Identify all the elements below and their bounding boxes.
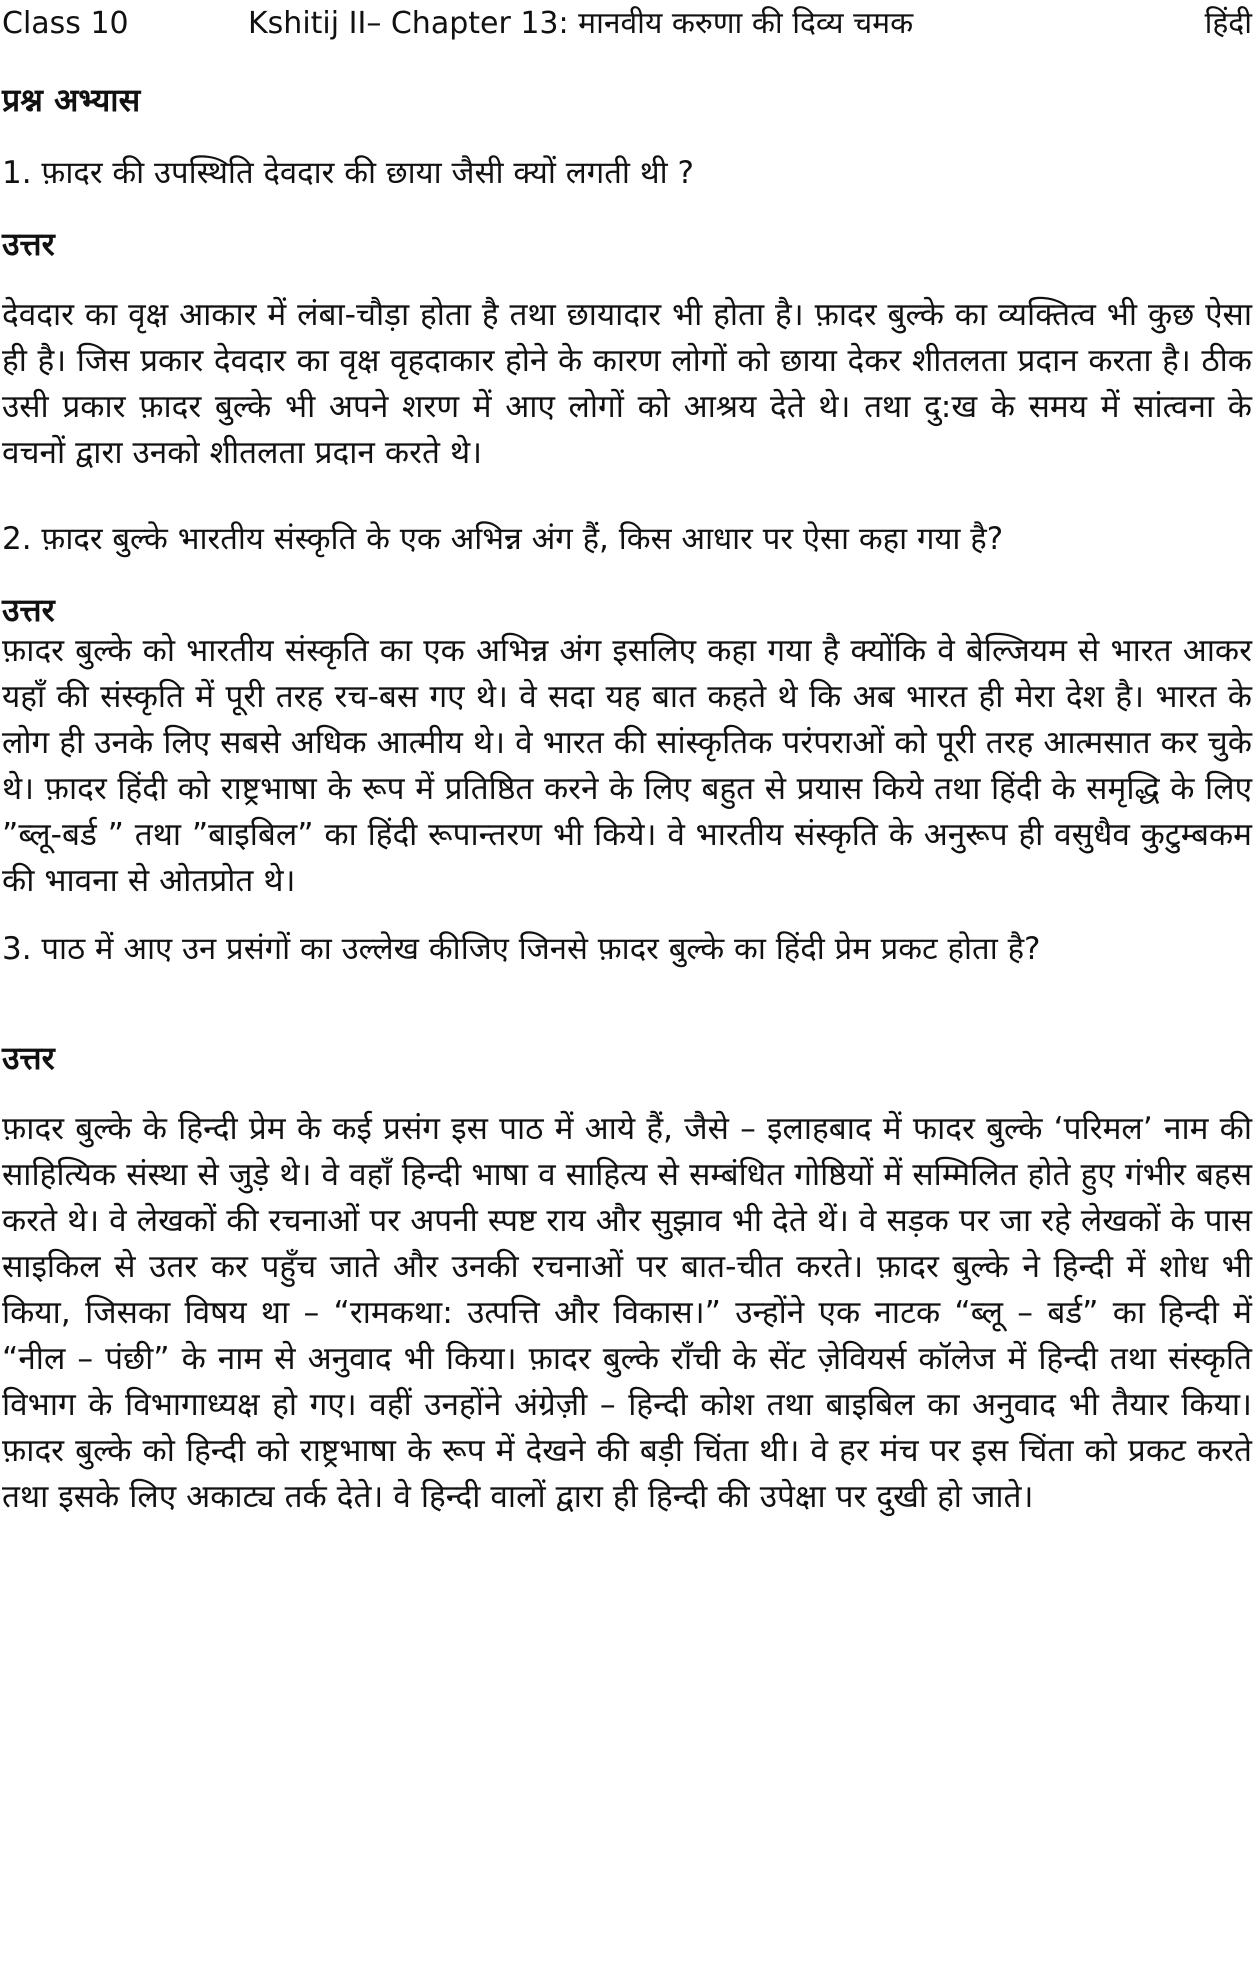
- chapter-title: Kshitij II– Chapter 13: मानवीय करुणा की दिव्य चमक: [248, 6, 914, 41]
- question-1: 1. फ़ादर की उपस्थिति देवदार की छाया जैसी क्यों लगती थी ?: [2, 155, 694, 191]
- page-header: [2, 4, 1252, 44]
- answer-1: देवदार का वृक्ष आकार में लंबा-चौड़ा होता है तथा छायादार भी होता है। फ़ादर बुल्के का व्यक्तित्व भी कुछ ऐसा ही है। जिस प्रकार देवदार का वृक्ष वृहदाकार होने के कारण लोगों को छाया देकर शीतलता प्रदान करता है। ठीक उसी प्रकार फ़ादर बुल्के भी अपने शरण में आए लोगों को आश्रय देते थे। तथा दु:ख के समय में सांत्वना के वचनों द्वारा उनको शीतलता प्रदान करते थे।: [2, 297, 1252, 471]
- answer-3: फ़ादर बुल्के के हिन्दी प्रेम के कई प्रसंग इस पाठ में आये हैं, जैसे – इलाहबाद में फादर बुल्के ‘परिमल’ नाम की साहित्यिक संस्था से जुड़े थे। वे वहाँ हिन्दी भाषा व साहित्य से सम्बंधित गोष्ठियों में सम्मिलित होते हुए गंभीर बहस करते थे। वे लेखकों की रचनाओं पर अपनी स्पष्ट राय और सुझाव भी देते थें। वे सड़क पर जा रहे लेखकों के पास साइकिल से उतर कर पहुँच जाते और उनकी रचनाओं पर बात-चीत करते। फ़ादर बुल्के ने हिन्दी में शोध भी किया, जिसका विषय था – “रामकथा: उत्पत्ति और विकास।” उन्होंने एक नाटक “ब्लू – बर्ड” का हिन्दी में “नील – पंछी” के नाम से अनुवाद भी किया। फ़ादर बुल्के राँची के सेंट ज़ेवियर्स कॉलेज में हिन्दी तथा संस्कृति विभाग के विभागाध्यक्ष हो गए। वहीं उनहोंने अंग्रेज़ी – हिन्दी कोश तथा बाइबिल का अनुवाद भी तैयार किया। फ़ादर बुल्के को हिन्दी को राष्ट्रभाषा के रूप में देखने की बड़ी चिंता थी। वे हर मंच पर इस चिंता को प्रकट करते तथा इसके लिए अकाट्य तर्क देते। वे हिन्दी वालों द्वारा ही हिन्दी की उपेक्षा पर दुखी हो जाते।: [2, 1111, 1252, 1515]
- answer-label-1: उत्तर: [2, 225, 55, 263]
- class-label: Class 10: [2, 6, 129, 41]
- answer-2: फ़ादर बुल्के को भारतीय संस्कृति का एक अभिन्न अंग इसलिए कहा गया है क्योंकि वे बेल्जियम से भारत आकर यहाँ की संस्कृति में पूरी तरह रच-बस गए थे। वे सदा यह बात कहते थे कि अब भारत ही मेरा देश है। भारत के लोग ही उनके लिए सबसे अधिक आत्मीय थे। वे भारत की सांस्कृतिक परंपराओं को पूरी तरह आत्मसात कर चुके थे। फ़ादर हिंदी को राष्ट्रभाषा के रूप में प्रतिष्ठित करने के लिए बहुत से प्रयास किये तथा हिंदी के समृद्धि के लिए ”ब्लू-बर्ड ” तथा ”बाइबिल” का हिंदी रूपान्तरण भी किये। वे भारतीय संस्कृति के अनुरूप ही वसुधैव कुटुम्बकम की भावना से ओतप्रोत थे।: [2, 633, 1252, 899]
- question-3: 3. पाठ में आए उन प्रसंगों का उल्लेख कीजिए जिनसे फ़ादर बुल्के का हिंदी प्रेम प्रकट होता है?: [2, 931, 1041, 967]
- section-title: प्रश्न अभ्यास: [2, 81, 141, 119]
- subject-label: हिंदी: [1204, 6, 1252, 41]
- question-2: 2. फ़ादर बुल्के भारतीय संस्कृति के एक अभिन्न अंग हैं, किस आधार पर ऐसा कहा गया है?: [2, 521, 1004, 557]
- answer-label-3: उत्तर: [2, 1039, 55, 1077]
- answer-label-2: उत्तर: [2, 591, 55, 629]
